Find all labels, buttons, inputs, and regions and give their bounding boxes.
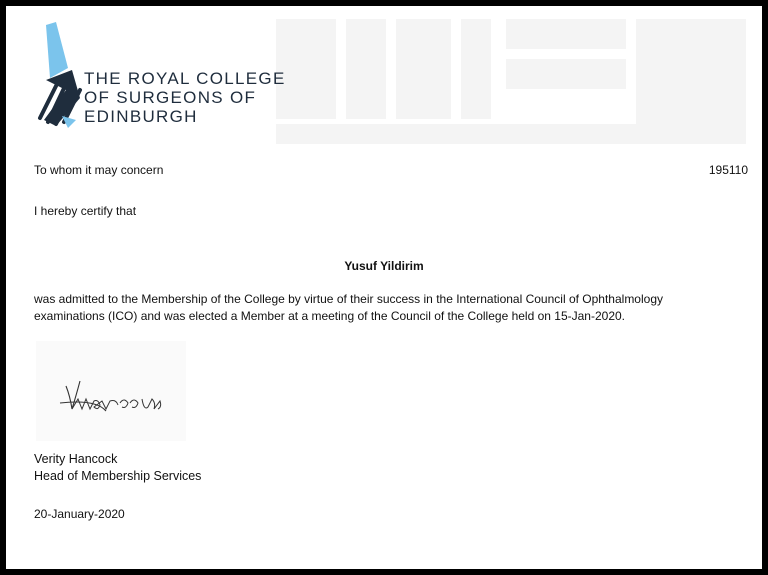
college-name: [84, 69, 286, 126]
college-name-line1: THE ROYAL COLLEGE: [84, 69, 286, 88]
recipient-name: Yusuf Yildirim: [344, 259, 424, 273]
admission-statement-line1: was admitted to the Membership of the College by virtue of their success in the International Council of Ophthalmology: [34, 292, 663, 306]
certify-statement: I hereby certify that: [34, 204, 137, 218]
admission-statement-line2: examinations (ICO) and was elected a Member at a meeting of the Council of the College held on 15-Jan-2020.: [34, 309, 625, 323]
signatory-name: Verity Hancock: [34, 452, 118, 466]
issue-date: 20-January-2020: [34, 507, 125, 521]
watermark-pattern: [266, 14, 756, 149]
signature-image: [36, 341, 186, 441]
reference-number: 195110: [708, 163, 748, 177]
admission-statement: [34, 291, 734, 325]
signatory-title: Head of Membership Services: [34, 469, 202, 483]
college-name-line2: OF SURGEONS OF: [84, 88, 257, 107]
certificate-page: [6, 6, 762, 569]
rcse-crest-icon: [36, 20, 86, 130]
salutation: To whom it may concern: [34, 163, 164, 177]
college-name-line3: EDINBURGH: [84, 107, 198, 126]
